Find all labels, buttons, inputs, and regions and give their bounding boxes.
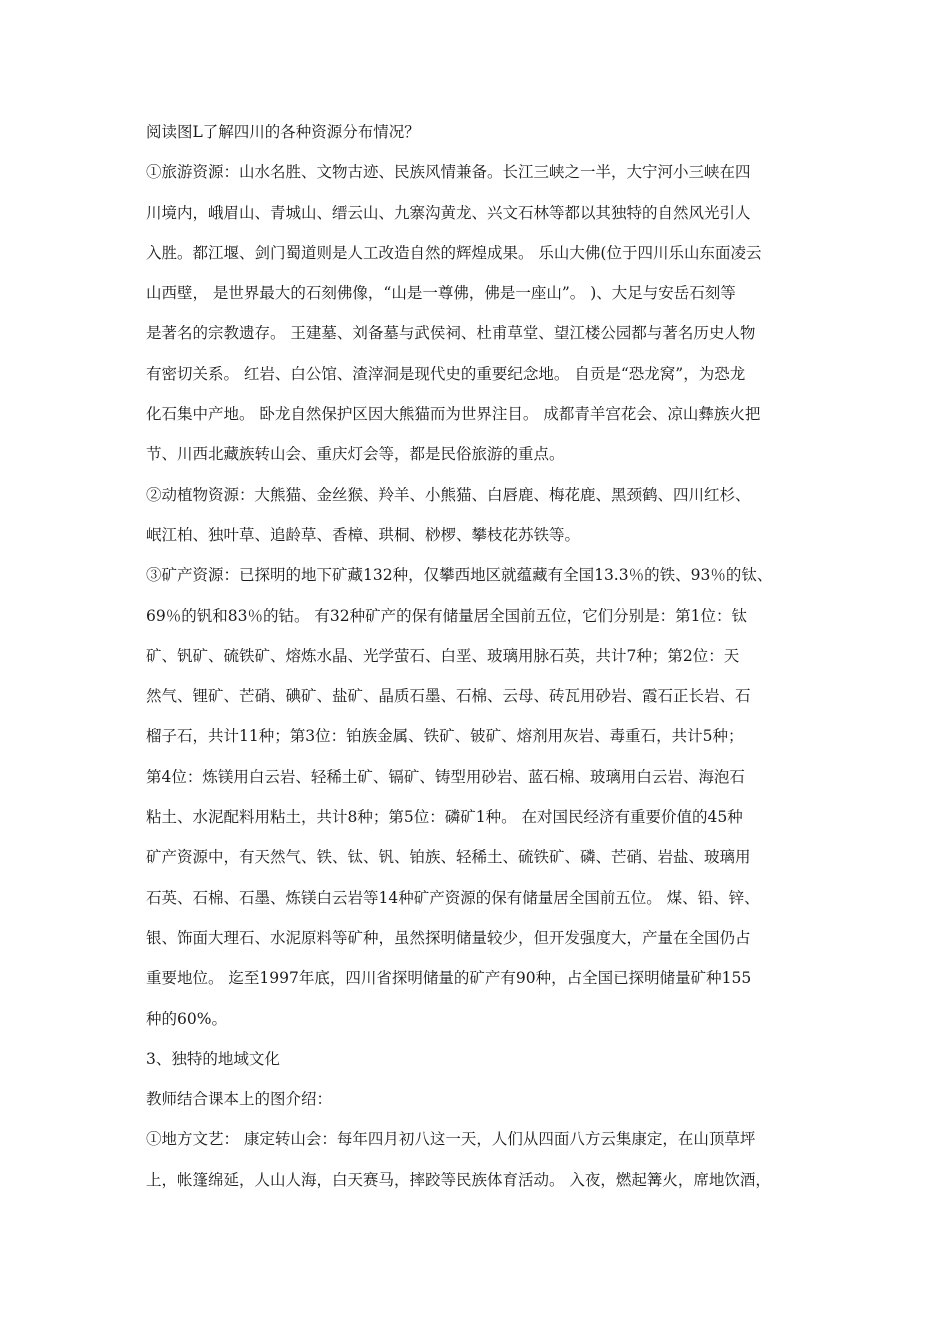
text-line: ①旅游资源：山水名胜、文物古迹、民族风情兼备。长江三峡之一半，大宁河小三峡在四: [146, 163, 751, 182]
text-line: 种的60%。: [146, 1009, 227, 1028]
text-line: 粘土、水泥配料用粘土，共计8种；第5位：磷矿1种。 在对国民经济有重要价值的45种: [146, 808, 743, 827]
text-line: 川境内，峨眉山、青城山、缙云山、九寨沟黄龙、兴文石林等都以其独特的自然风光引人: [146, 203, 751, 222]
text-line: 节、川西北藏族转山会、重庆灯会等，都是民俗旅游的重点。: [146, 445, 565, 464]
text-line: 69％的钒和83％的钴。 有32种矿产的保有储量居全国前五位，它们分别是：第1位：钛: [146, 606, 747, 625]
text-line: ①地方文艺： 康定转山会：每年四月初八这一天，人们从四面八方云集康定，在山顶草坪: [146, 1130, 756, 1149]
text-line: 化石集中产地。 卧龙自然保护区因大熊猫而为世界注目。 成都青羊宫花会、凉山彝族火把: [146, 405, 761, 424]
text-line: 第4位：炼镁用白云岩、轻稀土矿、镉矿、铸型用砂岩、蓝石棉、玻璃用白云岩、海泡石: [146, 767, 745, 786]
text-line: 入胜。都江堰、剑门蜀道则是人工改造自然的辉煌成果。 乐山大佛(位于四川乐山东面凌云: [146, 243, 762, 262]
section-heading: 3、独特的地域文化: [146, 1049, 280, 1068]
text-line: 山西壁， 是世界最大的石刻佛像，“山是一尊佛，佛是一座山”。 )、大足与安岳石刻等: [146, 284, 736, 303]
text-line: 矿产资源中，有天然气、铁、钛、钒、铂族、轻稀土、硫铁矿、磷、芒硝、岩盐、玻璃用: [146, 848, 751, 867]
text-line: 矿、钒矿、硫铁矿、熔炼水晶、光学萤石、白垩、玻璃用脉石英，共计7种；第2位：天: [146, 646, 740, 665]
document-body: [146, 112, 836, 1200]
text-line: 榴子石，共计11种；第3位：铂族金属、铁矿、铍矿、熔剂用灰岩、毒重石，共计5种；: [146, 727, 744, 746]
text-line: 岷江柏、独叶草、追龄草、香樟、珙桐、桫椤、攀枝花苏铁等。: [146, 525, 581, 544]
text-line: 石英、石棉、石墨、炼镁白云岩等14种矿产资源的保有储量居全国前五位。 煤、铅、锌、: [146, 888, 760, 907]
text-line: 教师结合课本上的图介绍：: [146, 1090, 333, 1109]
text-line: 银、饰面大理石、水泥原料等矿种，虽然探明储量较少，但开发强度大，产量在全国仍占: [146, 928, 751, 947]
text-line: 重要地位。 迄至1997年底，四川省探明储量的矿产有90种，占全国已探明储量矿种155: [146, 969, 752, 988]
text-line: ②动植物资源：大熊猫、金丝猴、羚羊、小熊猫、白唇鹿、梅花鹿、黑颈鹤、四川红杉、: [146, 485, 751, 504]
text-line: 是著名的宗教遗存。 王建墓、刘备墓与武侯祠、杜甫草堂、望江楼公园都与著名历史人物: [146, 324, 756, 343]
text-line: 有密切关系。 红岩、白公馆、渣滓洞是现代史的重要纪念地。 自贡是“恐龙窝”，为恐龙: [146, 364, 746, 383]
text-line: 上，帐篷绵延，人山人海，白天赛马，摔跤等民族体育活动。 入夜，燃起篝火，席地饮酒，: [146, 1170, 771, 1189]
text-line: 然气、锂矿、芒硝、碘矿、盐矿、晶质石墨、石棉、云母、砖瓦用砂岩、霞石正长岩、石: [146, 687, 751, 706]
text-line: ③矿产资源：已探明的地下矿藏132种，仅攀西地区就蕴藏有全国13.3％的铁、93％的钛、: [146, 566, 773, 585]
text-line: 阅读图L了解四川的各种资源分布情况？: [146, 123, 420, 141]
